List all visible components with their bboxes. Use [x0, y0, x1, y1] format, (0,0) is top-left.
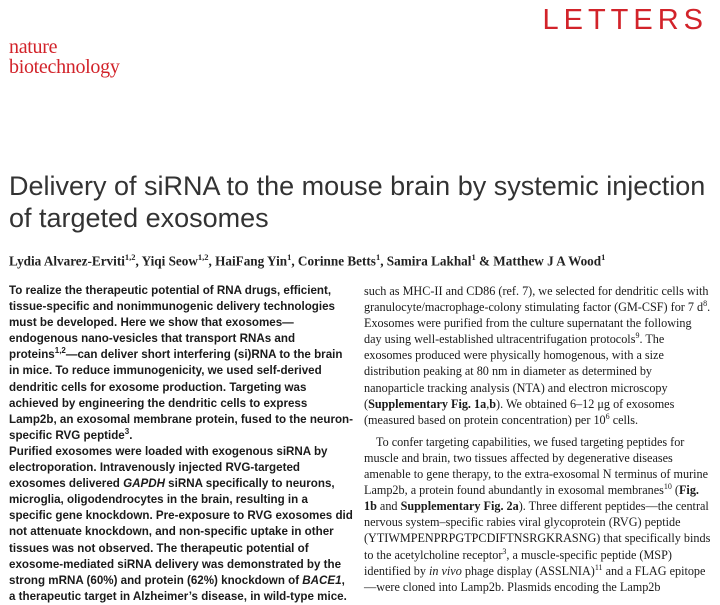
author-name[interactable]: HaiFang Yin [215, 253, 288, 269]
figure-reference[interactable]: Supplementary Fig. 1a [368, 396, 487, 411]
figure-reference[interactable]: b [489, 396, 497, 411]
body-text-run: . The exosomes produced were physically homogenous, with a size distribution peaking at 80 nm in diameter as determined by nanoparticle tracking analysis (NTA) and electron microscopy ( [364, 332, 668, 411]
abstract-text: siRNA specifically to neurons, microglia, oligodendrocytes in the brain, resulting in a specific gene knockdown. Pre-exposure to RVG exosomes did not attenuate knockdown, and non-specific uptake in other tissues was not observed. The therapeutic potential of exosome-mediated siRNA delivery was demonstrated by the strong mRNA (60%) and protein (62%) knockdown of [9, 477, 353, 587]
abstract-text: —can deliver short interfering (si)RNA to the brain in mice. To reduce immunogenicity, we used self-derived dendritic cells for exosome production. Targeting was achieved by engineering the dendritic cells to express Lamp2b, an exosomal membrane protein, fused to the neuron-specific RVG peptide [9, 348, 354, 442]
journal-logo [9, 37, 120, 77]
body-text-run: ). We obtained 6–12 μg of exosomes (measured based on protein concentration) per 10 [364, 396, 675, 427]
abstract-text: . [129, 428, 133, 442]
exponent: 6 [605, 411, 610, 421]
abstract-text: Purified exosomes were loaded with exogenous siRNA by electroporation. Intravenously injected RVG-targeted exosomes delivered [9, 444, 328, 491]
body-text-run: phage display (ASSLNIA) [461, 563, 595, 578]
affiliation: 1 [471, 252, 476, 262]
article-title: Delivery of siRNA to the mouse brain by systemic injection of targeted exosomes [9, 171, 706, 233]
body-paragraph [364, 434, 712, 595]
body-text-run: ). Three different peptides—the central nervous system–specific rabies viral glycoprotein (RVG) peptide (YTIWMPENPRPGTPCDIFTNSRGKRASNG) that specifically binds to the acetylcholine receptor [364, 499, 711, 562]
abstract [9, 283, 353, 605]
affiliation: 1 [601, 252, 606, 262]
body-text-run: cells. [609, 412, 639, 427]
abstract-paragraph [9, 444, 353, 605]
body-text [364, 283, 712, 595]
body-text-run: To confer targeting capabilities, we fused targeting peptides for muscle and brain, two tissues affected by degenerative diseases amenable to gene therapy, to the extra-exosomal N terminus of murine Lamp2b, a protein found abundantly in exosomal membranes [364, 434, 709, 498]
section-label: LETTERS [542, 4, 708, 36]
citation[interactable]: 11 [594, 562, 603, 572]
author-name[interactable]: Samira Lakhal [386, 253, 472, 269]
abstract-text: To realize the therapeutic potential of RNA drugs, efficient, tissue-specific and nonimmunogenic delivery technologies must be developed. Here we show that exosomes—endogenous nano-vesicles that transport RNAs and proteins [9, 284, 335, 362]
citation[interactable]: 3 [124, 426, 130, 436]
author-name[interactable]: Matthew J A Wood [493, 253, 602, 269]
citation[interactable]: 10 [663, 482, 672, 492]
citation[interactable]: 3 [502, 546, 507, 556]
abstract-paragraph [9, 283, 353, 444]
body-text-run: , a muscle-specific peptide (MSP) identified by [364, 547, 672, 578]
author-list [9, 252, 714, 269]
body-text-run: ( [671, 483, 679, 498]
author-separator: , [380, 253, 387, 269]
body-text-run: , [486, 396, 490, 411]
affiliation: 1 [287, 252, 292, 262]
figure-reference[interactable]: Supplementary Fig. 2a [400, 499, 519, 514]
author-separator: , [208, 253, 216, 269]
figure-reference[interactable]: Fig. 1b [364, 483, 699, 514]
body-text-run: . Exosomes were purified from the culture supernatant the following day using well-established ultracentrifugation protocols [364, 300, 711, 347]
author-name[interactable]: Yiqi Seow [141, 253, 198, 269]
body-paragraph [364, 283, 712, 428]
abstract-text: , a therapeutic target in Alzheimer’s disease, in wild-type mice. [9, 573, 347, 603]
body-text-run: and [376, 499, 401, 514]
citation[interactable]: 1,2 [54, 346, 66, 356]
gene-name: BACE1 [302, 573, 342, 587]
affiliation: 1 [375, 252, 381, 262]
affiliation: 1,2 [197, 252, 209, 262]
citation[interactable]: 8 [703, 299, 708, 309]
journal-name-line2: biotechnology [9, 56, 120, 78]
author-separator: & [475, 253, 494, 269]
gene-name: GAPDH [123, 477, 165, 491]
italic-term: in vivo [428, 563, 462, 578]
journal-name-line1: nature [9, 36, 58, 58]
author-name[interactable]: Lydia Alvarez-Erviti [9, 253, 125, 269]
citation[interactable]: 9 [635, 331, 640, 341]
body-text-run: such as MHC-II and CD86 (ref. 7), we selected for dendritic cells with granulocyte/macrophage-colony stimulating factor (GM-CSF) for 7 d [364, 284, 709, 315]
author-separator: , [135, 253, 142, 269]
author-separator: , [291, 253, 298, 269]
affiliation: 1,2 [124, 252, 136, 262]
body-text-run: and a FLAG epitope—were cloned into Lamp2b. Plasmids encoding the Lamp2b [364, 563, 706, 594]
author-name[interactable]: Corinne Betts [297, 253, 376, 269]
